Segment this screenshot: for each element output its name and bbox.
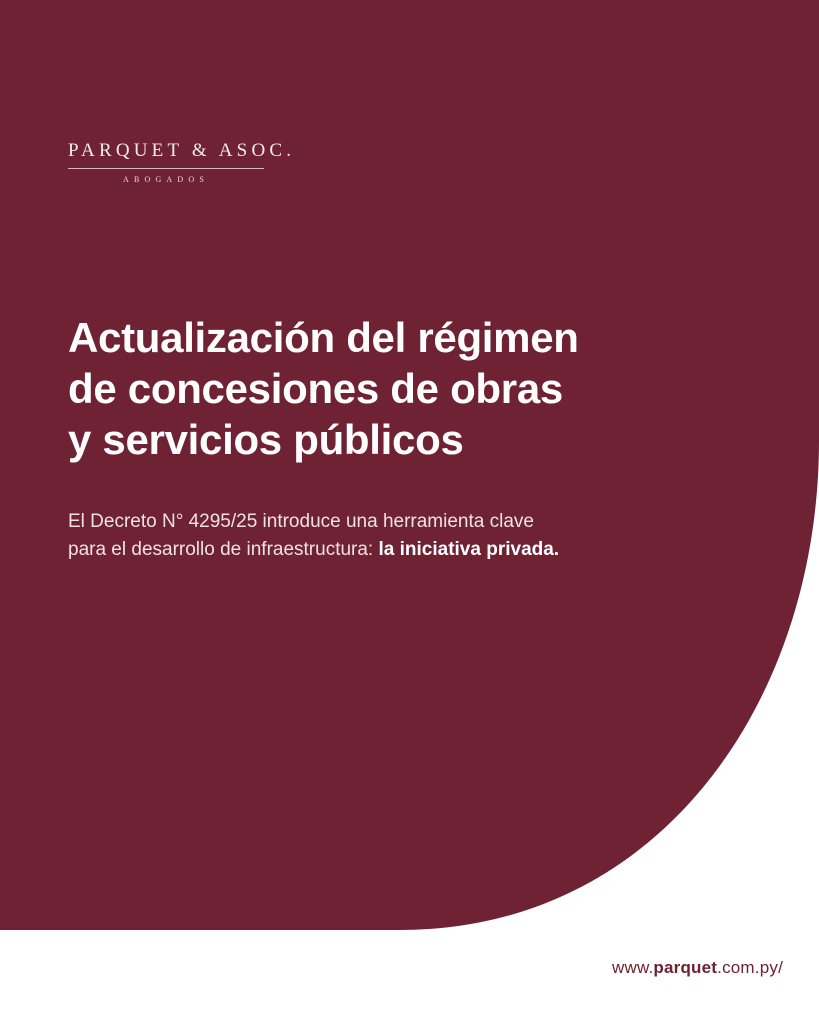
page-subtitle-highlight: la iniciativa privada. (378, 539, 560, 560)
brand-logo-tagline: ABOGADOS (122, 175, 210, 184)
website-url-suffix: .com.py/ (717, 958, 783, 977)
page-title-line-1: Actualización del régimen (68, 314, 579, 361)
brand-logo (68, 140, 295, 184)
brand-logo-divider (68, 168, 264, 169)
website-url-brand: parquet (653, 958, 718, 977)
page-subtitle (68, 508, 748, 564)
brand-logo-name: PARQUET & ASOC. (68, 140, 296, 161)
page-subtitle-line-2-prefix: para el desarrollo de infraestructura: (68, 539, 379, 560)
page-subtitle-line-1: El Decreto N° 4295/25 introduce una herramienta clave (68, 511, 534, 532)
page-title-line-2: de concesiones de obras (68, 365, 563, 412)
page-title (68, 312, 728, 465)
website-url-prefix: www. (611, 958, 654, 977)
page-subtitle-line-2 (68, 536, 748, 564)
website-url[interactable] (612, 958, 783, 978)
page-title-line-3: y servicios públicos (68, 416, 464, 463)
